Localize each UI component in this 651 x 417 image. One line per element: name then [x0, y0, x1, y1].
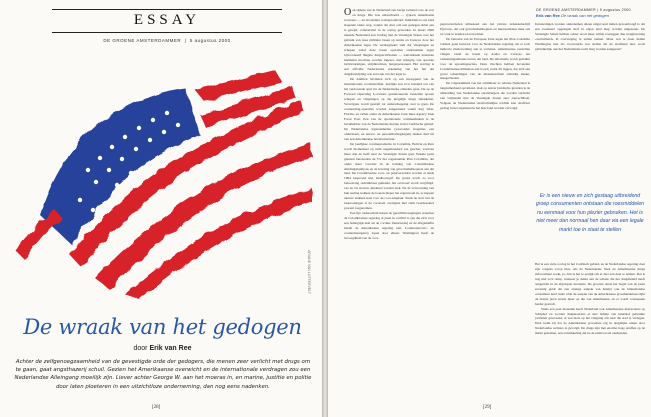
article-lede: Achter de zelfgenoegzaamheid van de gevestigde orde der gedogers, die menen zeer verlicht met drugs om te gaan, gaat angsthazerij schuil. Gezien het Amerikaanse overwicht en de internationale verdragen zou een Nederlandse Alleingang moeilijk zijn. Liever achter George W. aan het moeras in, en marine, justitie en politie door laten ploeteren in een uitzichtloze onderneming, dan nog eens nadenken.: [14, 359, 312, 390]
flag-star: [86, 168, 90, 172]
header-rule-top: [52, 9, 282, 10]
flag-star: [151, 118, 155, 122]
body-column-2: [440, 22, 530, 407]
flag-star: [91, 208, 95, 212]
byline: [10, 345, 315, 352]
flag-stripe: [15, 210, 62, 260]
photo-credit: ARIANE VAN LUTTERVELT: [307, 250, 311, 294]
page-number-left: [28]: [152, 405, 161, 410]
right-page: [328, 0, 651, 417]
flag-star: [148, 138, 152, 142]
section-title: ESSAY: [133, 12, 201, 28]
paragraph: De betreurn van de Europese Unie tegen het Plan Colombia vormen geen bezwaar voor de Nederlandse regering om er toch indirecte medewerking aan te verlenen. Amerikaanse toestellen vliegen vanaf de basen op Aruba en Curaçao ten verkenningsmissies boven dat land. De informatie wordt gebruikt voor de sproeiingsacties. Deze vluchten hebben hovenden Colombiaanse militairen aan boord, zodat dit liggen, dat zich aan grove schendingen van de mensenrechten schuldig maakt, meegevlieden.: [440, 36, 530, 81]
flag-star: [94, 180, 98, 184]
body-column-3-bottom: [535, 262, 645, 402]
paragraph: Een fijn onderscheid tussen de guerrillabewegingen waarmee de Colombiaanse regering al jaren in conflict is (en die zich voor een belangrijk deel uit de cocaïne financieren) en de drugsmaffia maakt de Amerikaanse regering niet. Counternarcotic- en counterinsurgency lopen door elkaar. Washington heeft de bevoegdheid van de coca-: [344, 211, 434, 240]
paragraph-text: ok tijdens wie in Nederland een beetje lachend over de war on drugs. Die was onbeschaafd — typisch Amerikaans trouwens — en bovendien contraproductief. Inmiddels is ons land slapende onder weg, zonder dat daar ooit een gedegen debat aan is gewijd, comfortabel in de oorlog gewerden. In maart 2000 tekende Nederland een verdrag met de Verenigde Staten over het gebruik van twee militaire basen op Aruba en Curaçao door het Amerikaanse leger. De verdragstekst stelt dat vliegtuigen en schepen vanaf deze basen operaties ondernemen tegen bijvoorbeeld illegale drugsactiviteiten — aanvullende nationale middelen mochten worden ingezet, met inbegrip van speciale luchtvaartuigen, strijdkrachten, burgerpersoneel. Het verdrag is een officiële Nederlandse erkenning van het feit dat drugsbestrijding ook een taak van het leger is.: [344, 8, 434, 77]
running-title: De wraak van het gedogen: [561, 13, 609, 18]
running-author: Erik van Ree: [536, 13, 561, 18]
article-headline: De wraak van het gedogen: [23, 315, 302, 339]
flag-star: [176, 123, 180, 127]
flag-star: [129, 171, 133, 175]
page-number-right: [29]: [483, 405, 492, 410]
flag-star: [162, 130, 166, 134]
flag-star: [98, 156, 102, 160]
publication-line: DE GROENE AMSTERDAMMER | 5 augustus 2000: [103, 38, 231, 43]
issue-date: 5 augustus 2000: [189, 38, 231, 43]
body-column-1: [344, 8, 434, 407]
body-column-3-top: [535, 22, 645, 190]
flag-star: [123, 135, 127, 139]
paragraph: [344, 8, 434, 77]
flag-star: [120, 157, 124, 161]
header-rule-bottom: [52, 32, 282, 33]
flag-star: [115, 183, 119, 187]
flag-illustration: [0, 40, 322, 300]
flag-star: [78, 198, 82, 202]
flag-star: [110, 145, 114, 149]
publication-name: DE GROENE AMSTERDAMMER: [103, 38, 182, 43]
paragraph: papaververleden uitbesteed aan het private defensiebedrijf Dyncorp, dat ook gevechtshelikopters en huurssoldaten inzet om tot vuur te zenden en terroristen.: [440, 22, 530, 36]
paragraph: Investeringen worden ondernamen aileen uitgevoerd indien gewaarborgd is dat een eventueel opgelegde straf in eigen land mag worden uitgezeten. De Verenigde Staten hebben echter nooit meer willen toezeggen dan terugleverung «welwillend» in overweging te zullen nemen. Maar wat te doen indien Washington niet als voorwaarde zou stellen dat de strafmaat niet, zoals gebruikelijk, aan het Nederlandse recht mag worden aangepast?: [535, 22, 645, 51]
section-heading: [52, 11, 282, 29]
flag-star: [137, 126, 141, 130]
left-page: [0, 0, 322, 417]
drop-cap: O: [344, 8, 352, 18]
flag-star: [107, 168, 111, 172]
byline-author: Erik van Ree: [149, 345, 192, 352]
running-header: DE GROENE AMSTERDAMMER | 5 augustus 2000: [536, 8, 631, 12]
running-byline: [536, 13, 609, 18]
paragraph: De jaarlijkse cocaïneproductie in Colombia, Bolivia en Peru wordt momenteel op ruim negenhonderd ton geschat, waarvan meer dan de helft naar de Verenigde Staten gaat. Enkele jaren geleden lanceerden de VS het zogenaamde Plan Colombia, dat onder meer voorziet in de training van Colombiaanse antidrugsbataljons en de levering van gevechtshelikopters aan dat land. De Colombiaanse coca- en papaverveiden worden al sinds 1994 besproeid met landbouwgif. De grond wordt zo voor behoorlang onbruikbaar gemaakt, het oerwoud wordt vergiftigd, vee en vis sterven, kinderen worden ziek. Na de verwoesting van hun teeling trekken de boeren dieper het regenwoud in, er kappen nieuwe stukken kaal voor de coca-aanplant. Sinds de start van de besproeiingen is de cocateelt overigens met ruim tweehonderd procent toegenomen.: [344, 141, 434, 211]
running-publication: DE GROENE AMSTERDAMMER: [536, 8, 596, 12]
flag-star: [165, 111, 169, 115]
paragraph: Het is een vuile oorlog in het Caribisch gebied, en de Nederlandse regering doet zijn volgens volop mee. Als de Nederlandse Staat de Amerikaanse drugs enforcement zoekt, ja, dan is het te eerlijk om er niet aan deel te nemen. Dat is nog niet zo'n ramp, wanneer je denkt aan de schade die het drugsbeleid heeft aangericht in de afgelopen decennia. De grootste sinds het begin van de jaren zeventig geldt dat een strenge aanpak van handel ook de binnenlandse consument hard raakt. Ook de aanpak van de Amerikaanse groothandelaars lijkt de laatste jaren steeds meer op die van Amerikanen, en er wordt consequent harder gestraft.: [535, 262, 645, 306]
paragraph: De Antillen bevinden zich op een knooppunt van de internationale cocaïnetrafiek. Jaarlijks zou zo'n honderd ton van het verdovende spul via de Nederlandse eilanden gaan. De op de Forward Operating Locations gestationeerde toestellen sporen schepen en vliegtuigen op die mogelijk drugs smokkelen. Vervolgens wordt gestraft tot onderschepping over te gaan. De counterdrug-operaties worden aangestuurd vanuit Key West, Florida, en vallen onder de Amerikaanse Joint Inter-Agency Task Force East. Een van de operationele commandanten is de bevelhebber van de Nederlandse marine in het Caribische gebied. De Nederlandse legereenheden (waaronder fregatten, een onderzeeër, en Awacs- en patrouillevliegtuigen) maken deel uit van een Amerikaanse bevelsstructuur.: [344, 77, 434, 141]
flag-star: [134, 147, 138, 151]
paragraph: De volgzaamheid van het schimbaar zo rebelse Nederland is langzamerhand opvallend. Ook op zuiver juridische gronden is de uitbreiding van Nederlandse staatsburgers die worden verdacht van vrijhandel met de Verenigde Staten zeer aanvechtbaar. Volgens de Nederlandse strafrechtelijke traditie kan strafbaar gedrag in het algemeen in het hele land worden vervolgd.: [440, 81, 530, 111]
running-date: 5 augustus 2000: [599, 8, 631, 12]
paragraph: Sinds een paar maanden heeft Nederland ook Amerikaanse instructeurs op Schiphol en worden drugskoeriers er met behulp van intensief gebruikte profielen gescreend, al wat niets op het vliegtuig om naar die stad te verlegen. Daar komt bij dat de Amerikaanse procedure erg in dergelijke zaken door Nederlandse rechters is gevolgd. De drugs zijn met enorme hoge straffen op de markt gekomen, een ontwikkeling die na de uitstrooi zal aanhouden.: [535, 306, 645, 336]
byline-prefix: door: [133, 345, 148, 352]
pull-quote: Er is een nieuw en zich gestaag uitbreidend groep consumenten ontstaan die roesmiddelen nu eenmaal voor hun plezier gebruiken. Het is niet meer dan normaal hen daar via een legale markt toe in staat te stellen: [535, 193, 645, 233]
